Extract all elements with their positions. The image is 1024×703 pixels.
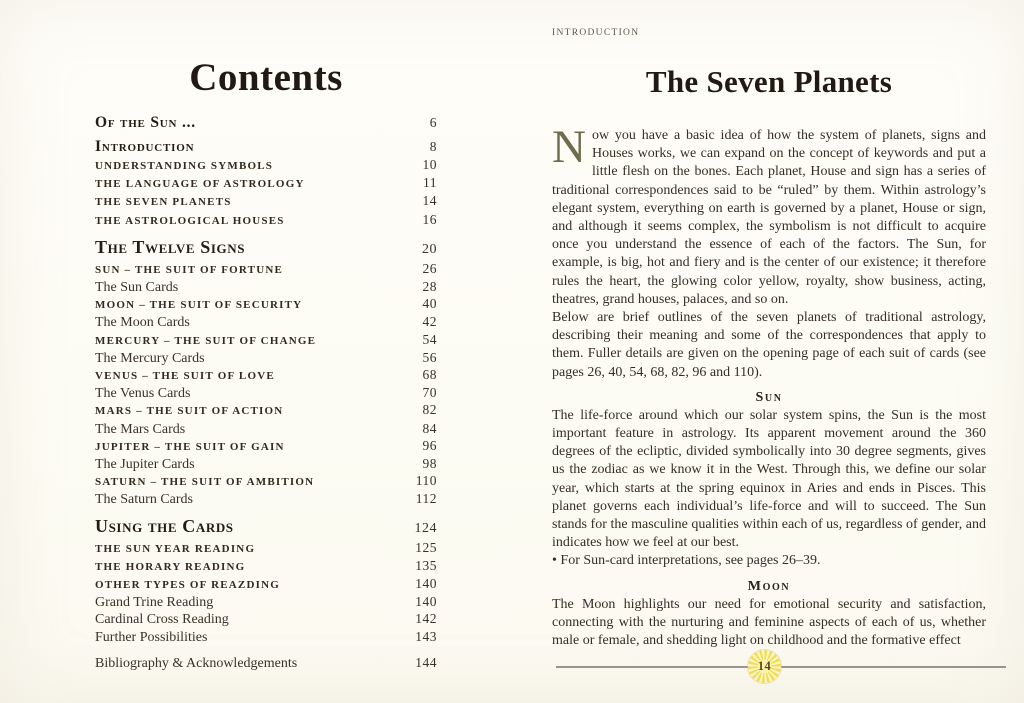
toc-entry-page-number: 112 (415, 491, 437, 507)
toc-entry (95, 261, 437, 279)
toc-entry (95, 629, 437, 646)
toc-entry-label: Using the Cards (95, 515, 234, 536)
toc-entry-label: Grand Trine Reading (95, 595, 214, 611)
toc-entry-page-number: 68 (422, 367, 437, 383)
toc-entry-label: Introduction (95, 138, 195, 155)
section-heading: Sun (755, 389, 783, 405)
toc-entry-page-number: 6 (429, 115, 437, 130)
toc-entry-page-number: 84 (422, 420, 437, 436)
toc-entry-label: MERCURY – THE SUIT OF CHANGE (95, 334, 317, 347)
toc-entry-page-number: 125 (415, 539, 437, 555)
toc-entry-label: UNDERSTANDING SYMBOLS (95, 160, 274, 172)
footer-rule (556, 666, 1006, 668)
toc-entry-label: The Mercury Cards (95, 350, 205, 366)
toc-entry (95, 611, 437, 628)
toc-entry-page-number: 135 (415, 557, 437, 573)
toc-entry (95, 175, 437, 193)
toc-entry (95, 237, 437, 258)
toc-entry-label: THE SEVEN PLANETS (95, 196, 232, 209)
introduction-page (552, 0, 986, 650)
section-body: The Moon highlights our need for emotional security and satisfaction, connecting with the nurturing and feminine aspects of each of us, whether male or female, and shedding light on childhood and the formative effect (552, 596, 986, 649)
toc-entry (95, 473, 437, 491)
toc-entry-label: THE SUN YEAR READING (95, 542, 256, 555)
toc-entry-page-number: 28 (422, 279, 437, 295)
intro-paragraph-1-text: ow you have a basic idea of how the system of planets, signs and Houses works, we can expand on the concept of keywords and put a little flesh on the bones. Each planet, House and sign has a series of traditional correspondences said to be “ruled” by them. Within astrology’s elegant system, everything on earth is governed by a planet, House or sign, and although it seems complex, the symbolism is not difficult to acquire once you understand the essence of each of the factors. The Sun, for example, is big, hot and fiery and is the center of our existence; it therefore rules the heart, the glowing color yellow, royalty, show business, acting, theatres, grand houses, palaces, and so on. (552, 128, 986, 307)
toc-entry-page-number: 110 (415, 473, 437, 489)
toc-entry-page-number: 140 (415, 576, 437, 592)
toc-entry (95, 367, 437, 385)
running-header: INTRODUCTION (552, 28, 640, 38)
toc-entry-label: Cardinal Cross Reading (95, 612, 229, 628)
toc-entry (95, 655, 437, 672)
toc-entry (95, 113, 437, 133)
toc-entry (95, 438, 437, 456)
toc-entry (95, 296, 437, 314)
toc-entry-page-number: 82 (422, 402, 437, 418)
toc-entry-label: The Twelve Signs (95, 236, 246, 257)
toc-entry-page-number: 143 (415, 628, 437, 644)
toc-entry (95, 193, 437, 211)
toc-entry-label: The Sun Cards (95, 280, 179, 296)
toc-entry (95, 212, 437, 230)
toc-entry (95, 516, 437, 537)
toc-entry-label: The Venus Cards (95, 386, 191, 402)
toc-entry-label: The Saturn Cards (95, 492, 193, 508)
toc-entry-page-number: 14 (422, 193, 437, 209)
planet-sections (552, 389, 986, 650)
toc-entry-page-number: 54 (422, 331, 437, 347)
toc-entry (95, 279, 437, 296)
toc-entry (95, 385, 437, 402)
toc-entry-label: VENUS – THE SUIT OF LOVE (95, 370, 275, 383)
toc-entry (95, 558, 437, 576)
toc-entry-label: MOON – THE SUIT OF SECURITY (95, 299, 303, 312)
toc-entry-label: MARS – THE SUIT OF ACTION (95, 405, 284, 418)
toc-entry-label: THE HORARY READING (95, 560, 246, 573)
section-bullet: • For Sun-card interpretations, see pages 26–39. (552, 553, 821, 569)
intro-paragraph-1 (552, 121, 986, 309)
toc-entry-page-number: 124 (414, 520, 437, 536)
section-heading: Moon (747, 578, 791, 594)
toc-entry-page-number: 142 (415, 611, 437, 627)
toc-entry-label: THE LANGUAGE OF ASTROLOGY (95, 178, 305, 191)
toc-entry-label: The Jupiter Cards (95, 457, 195, 473)
toc-entry-label: SUN – THE SUIT OF FORTUNE (95, 263, 284, 276)
toc-entry (95, 491, 437, 508)
toc-entry-page-number: 96 (422, 437, 437, 453)
page-number: 14 (757, 659, 772, 673)
sunburst-icon (748, 650, 781, 683)
toc-entry-label: The Mars Cards (95, 421, 186, 437)
toc-entry-page-number: 98 (422, 456, 437, 472)
toc-entry-label: The Moon Cards (95, 315, 190, 331)
toc-entry-page-number: 40 (422, 296, 437, 312)
intro-paragraph-2: Below are brief outlines of the seven planets of traditional astrology, describing their meaning and some of the correspondences that apply to them. Fuller details are given on the opening page of each suit of cards (see pages 26, 40, 54, 68, 82, 96 and 110). (552, 310, 986, 380)
toc-entry (95, 137, 437, 157)
toc-entry (95, 314, 437, 331)
section-body: The life-force around which our solar system spins, the Sun is the most important feature in astrology. Its apparent movement around the 360 degrees of the ecliptic, divided symbolically into 30 degree segments, gives us the zodiac as we know it in the West. Through this, we define our solar year, which starts at the spring equinox in Aries and ends in Pisces. This planet governs each individual’s life-force and will to succeed. The Sun stands for the masculine qualities within each of us, regardless of gender, and indicates how we feel at our best. (552, 407, 986, 551)
toc-entry-label: JUPITER – THE SUIT OF GAIN (95, 440, 285, 453)
dropcap-letter: N (552, 121, 586, 173)
toc-entry-page-number: 42 (422, 314, 437, 330)
toc-entry-page-number: 8 (429, 139, 437, 154)
toc-entry-label: OTHER TYPES OF REAZDING (95, 579, 280, 592)
toc-entry (95, 157, 437, 175)
toc-entry-label: THE ASTROLOGICAL HOUSES (95, 214, 285, 227)
toc-entry-page-number: 144 (415, 654, 437, 670)
toc-entry-page-number: 16 (422, 211, 437, 227)
toc-entry-page-number: 56 (422, 349, 437, 365)
contents-title: Contents (189, 56, 343, 99)
toc-entry-label: Of the Sun ... (95, 114, 196, 131)
contents-page (95, 56, 437, 672)
toc-entry-page-number: 26 (422, 260, 437, 276)
toc-entry (95, 332, 437, 350)
toc-entry-page-number: 140 (415, 594, 437, 610)
toc-entry (95, 350, 437, 367)
toc-entry-page-number: 10 (422, 157, 437, 172)
toc-entry-label: Bibliography & Acknowledgements (95, 655, 298, 671)
toc-list (95, 113, 437, 672)
toc-entry (95, 456, 437, 473)
page-title: The Seven Planets (645, 64, 893, 99)
toc-entry (95, 594, 437, 611)
toc-entry (95, 421, 437, 438)
toc-entry-page-number: 70 (422, 385, 437, 401)
toc-entry-page-number: 20 (422, 241, 437, 257)
toc-entry-page-number: 11 (423, 175, 437, 191)
toc-entry (95, 576, 437, 594)
toc-entry (95, 402, 437, 420)
toc-entry (95, 540, 437, 558)
toc-entry-label: Further Possibilities (95, 629, 208, 645)
toc-entry-label: SATURN – THE SUIT OF AMBITION (95, 476, 315, 489)
